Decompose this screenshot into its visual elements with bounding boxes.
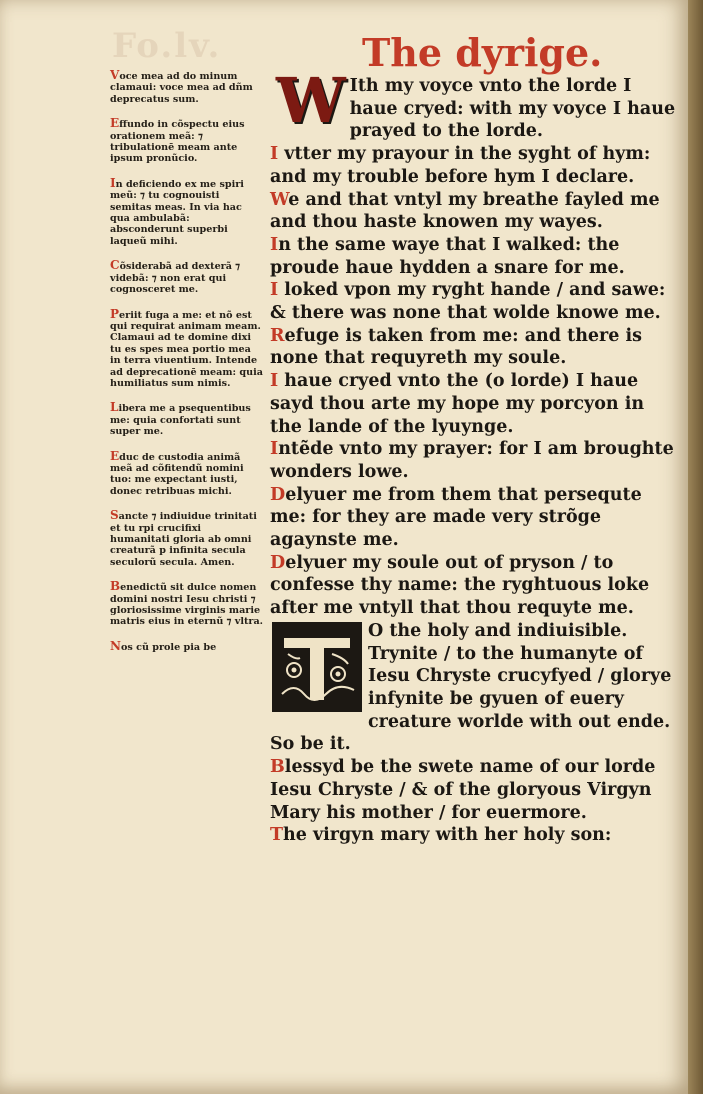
margin-note: Effundo in cõspectu eius orationem meã: ⁊ tribulationē meam ante ipsum pronũcio. (110, 116, 245, 165)
so-be-it: So be it. (270, 734, 351, 755)
verse: Intẽde vnto my prayer: for I am broughte wonders lowe. (270, 439, 674, 482)
verse: In the same waye that I walked: the proude haue hydden a snare for me. (270, 234, 625, 278)
margin-note: Voce mea ad do minum clamaui: voce mea ad dñm deprecatus sum. (110, 68, 253, 105)
latin-margin-column (110, 70, 264, 666)
verse: I loked vpon my ryght hande / and sawe: & there was none that wolde knowe me. (270, 280, 666, 324)
floral-woodcut-icon (274, 624, 360, 710)
woodcut-initial (272, 622, 362, 712)
running-head: The dyrige. (362, 30, 603, 75)
verse: We and that vntyl my breathe fayled me and thou haste knowen my wayes. (270, 189, 660, 233)
margin-note: Periit fuga a me: et nõ est qui requirat animam meam. Clamaui ad te domine dixi tu es spes mea portio mea in terra viuentium. Intende ad deprecationē meam: quia humiliatus sum nimis. (110, 306, 263, 389)
margin-note: Cõsiderabã ad dexterã ⁊ videbã: ⁊ non erat qui cognosceret me. (110, 258, 241, 296)
margin-note: Benedictũ sit dulce nomen domini nostri Iesu christi ⁊ gloriosissime virginis marie matris eius in eternũ ⁊ vltra. (110, 579, 264, 628)
gloria-verse: O the holy and indiuisible. Trynite / to the humanyte of Iesu Chryste crucyfyed / glorye infynite be gyuen of euery creature worlde with out ende. (270, 620, 678, 734)
opening-verse: W Ith my voyce vnto the lorde I haue cryed: with my voyce I haue prayed to the lorde. (276, 64, 676, 142)
margin-note: In deficiendo ex me spiri meũ: ⁊ tu cognouisti semitas meas. In via hac qua ambulabã: absconderunt superbi laqueũ mihi. (110, 175, 244, 247)
margin-note: Sancte ⁊ indiuidue trinitati et tu rpi crucifixi humanitati gloria ab omni creaturã p infinita secula seculorũ secula. Amen. (110, 508, 257, 568)
verse: Blessyd be the swete name of our lorde Iesu Chryste / & of the gloryous Virgyn Mary his mother / for euermore. (270, 757, 656, 823)
english-text-column (270, 64, 678, 847)
verse: Delyuer my soule out of pryson / to confesse thy name: the ryghtuous loke after me vntyll that thou requyte me. (270, 552, 650, 619)
verse: Delyuer me from them that persequte me: for they are made very strõge agaynste me. (270, 484, 642, 551)
verse: Refuge is taken from me: and there is none that requyreth my soule. (270, 325, 642, 369)
book-binding-edge (688, 0, 703, 1094)
margin-note: Nos cũ prole pia be (110, 638, 217, 653)
verse: I vtter my prayour in the syght of hym: and my trouble before hym I declare. (270, 144, 651, 187)
bleed-through-text: Fo.lv. (112, 26, 222, 66)
verse: The virgyn mary with her holy son: (270, 825, 612, 846)
decorated-initial: W (276, 64, 346, 137)
margin-note: Educ de custodia animã meã ad cõfitendũ nomini tuo: me expectant iusti, donec retribuas michi. (110, 448, 244, 497)
verse: I haue cryed vnto the (o lorde) I haue sayd thou arte my hope my porcyon in the lande of the lyuynge. (270, 371, 645, 437)
margin-note: Libera me a psequentibus me: quia confortati sunt super me. (110, 400, 251, 438)
